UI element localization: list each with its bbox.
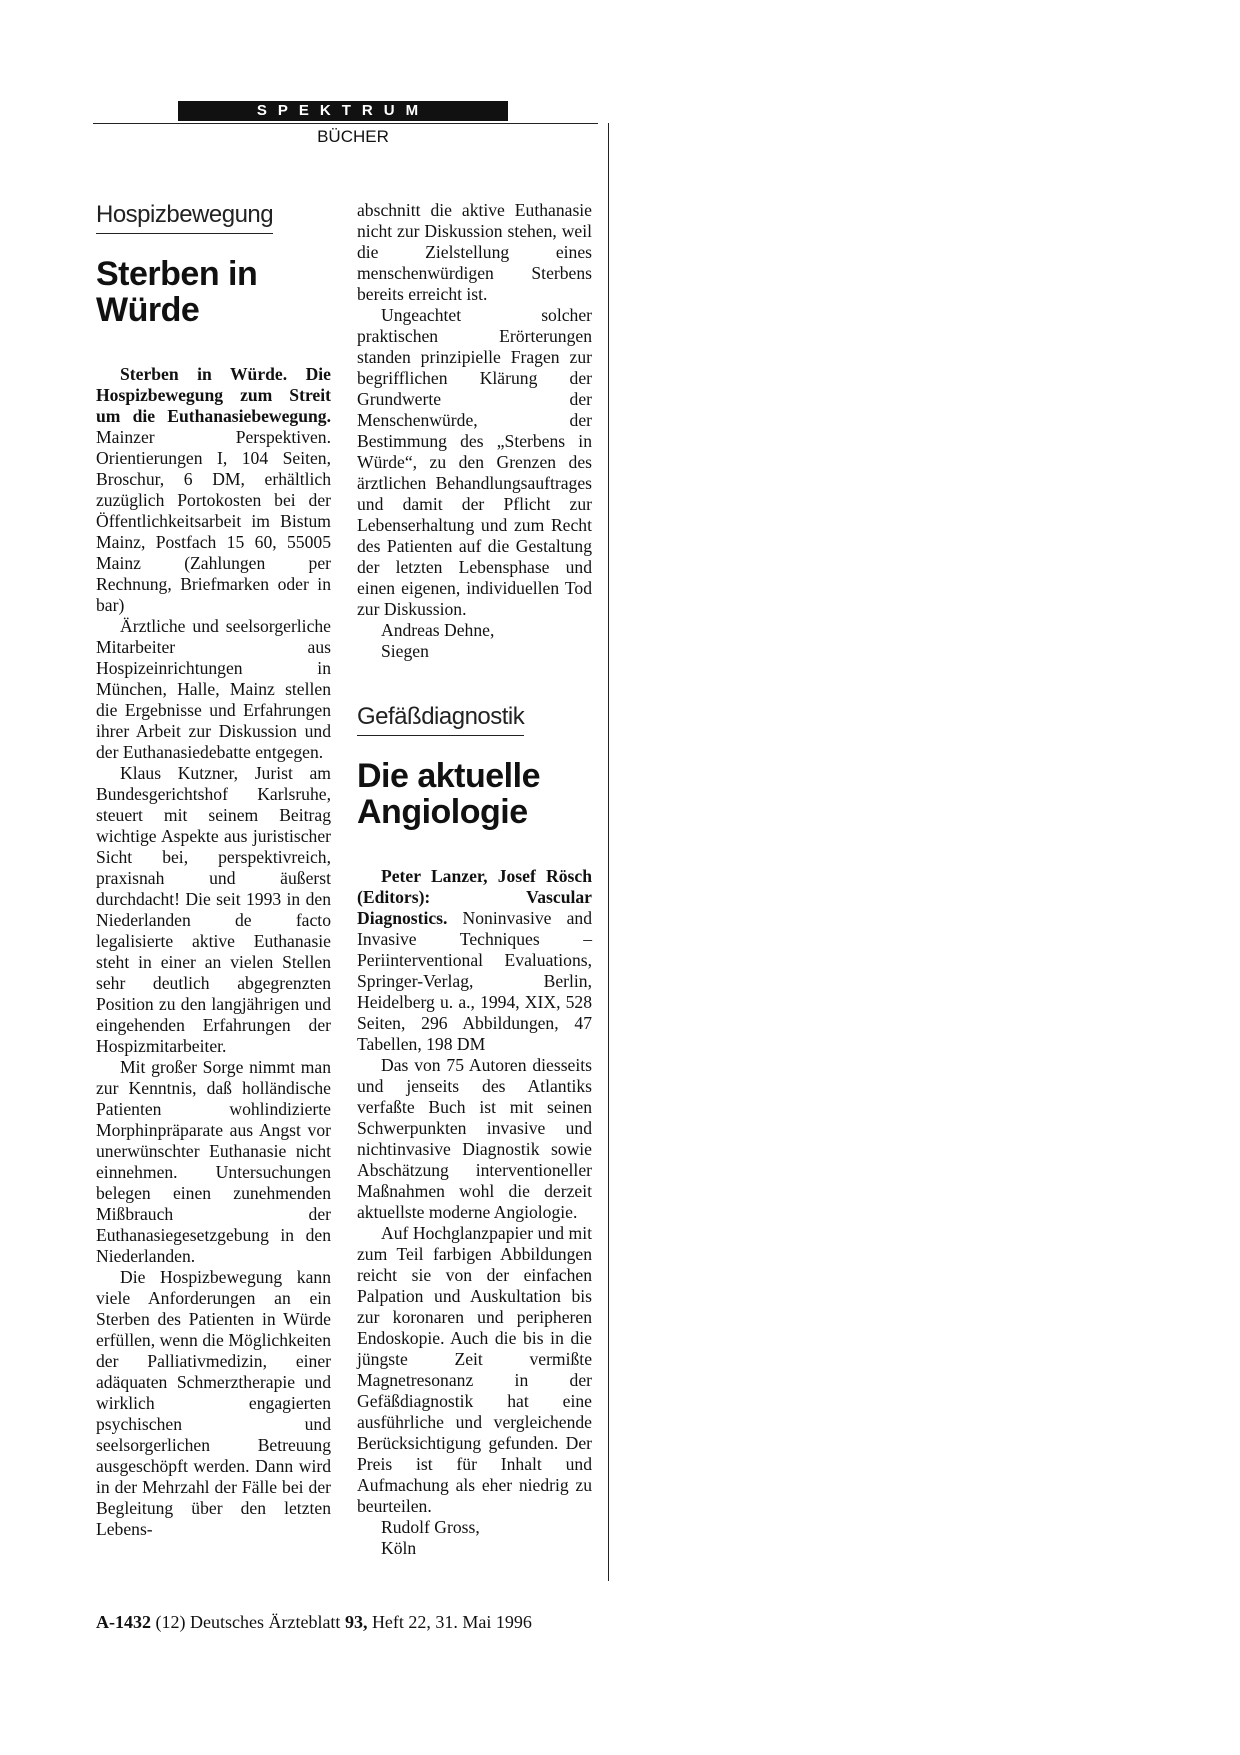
review1-headline-line1: Sterben in xyxy=(96,255,258,293)
review2-citation-details: Noninvasive and Invasive Techniques – Periinterventional Evaluations, Springer-Verlag, Berlin, Heidelberg u. a., 1994, XIX, 528 Seiten, 296 Abbildungen, 47 Tabellen, 198 DM xyxy=(357,908,592,1054)
review1-headline xyxy=(96,256,331,328)
review1-city: Siegen xyxy=(381,641,429,661)
review1-citation-details: Mainzer Perspektiven. Orientierungen I, 104 Seiten, Broschur, 6 DM, erhältlich zuzüglich Portokosten bei der Öffentlichkeitsarbeit im Bistum Mainz, Postfach 15 60, 55005 Mainz (Zahlungen per Rechnung, Briefmarken oder in bar) xyxy=(96,427,331,615)
footer-page-code: A-1432 xyxy=(96,1612,151,1632)
review2-author: Rudolf Gross, xyxy=(381,1517,480,1537)
review2-headline-line2: Angiologie xyxy=(357,793,528,831)
review1-citation xyxy=(96,364,331,616)
review1-paragraph-split: Die Hospizbewegung kann viele Anforderungen an ein Sterben des Patienten in Würde erfüllen, wenn die Möglichkeiten der Palliativmedizin, einer adäquaten Schmerztherapie und wirklich engagierten psychischen und seelsorgerlichen Betreuung ausgeschöpft werden. Dann wird in der Mehrzahl der Fälle bei der Begleitung über den letzten Lebens- xyxy=(96,1267,331,1539)
left-column xyxy=(96,200,331,1540)
header-rule xyxy=(93,123,598,124)
review1-paragraph: Klaus Kutzner, Jurist am Bundesgerichtshof Karlsruhe, steuert mit seinem Beitrag wichtige Aspekte aus juristischer Sicht bei, perspektivreich, praxisnah und äußerst durchdacht! Die seit 1993 in den Niederlanden de facto legalisierte aktive Euthanasie steht in einer an vielen Stellen sehr deutlich abgegrenzten Position zu den langjährigen und eingehenden Erfahrungen der Hospizmitarbeiter. xyxy=(96,763,331,1056)
footer-issue-rest: Heft 22, 31. Mai 1996 xyxy=(371,1612,532,1632)
page-footer xyxy=(96,1612,532,1633)
review1-author: Andreas Dehne, xyxy=(381,620,495,640)
review2-paragraph: Das von 75 Autoren diesseits und jenseits des Atlantiks verfaßte Buch ist mit seinen Schwerpunkten invasive und nichtinvasive Diagnostik sowie Abschätzung interventioneller Maßnahmen wohl die derzeit aktuellste moderne Angiologie. xyxy=(357,1055,592,1222)
review2-citation xyxy=(357,866,592,1055)
section-banner: SPEKTRUM xyxy=(178,101,508,121)
review2-citation-title: Peter Lanzer, Josef Rösch (Editors): Vascular Diagnostics. xyxy=(357,866,592,928)
review1-paragraph: Ungeachtet solcher praktischen Erörterungen standen prinzipielle Fragen zur begrifflichen Klärung der Grundwerte der Menschenwürde, der Bestimmung des „Sterbens in Würde“, zu den Grenzen des ärztlichen Behandlungsauftrages und damit der Pflicht zur Lebenserhaltung und zum Recht des Patienten auf die Gestaltung der letzten Lebensphase und einen eigenen, individuellen Tod zur Diskussion. xyxy=(357,305,592,619)
footer-issue-prefix: (12) Deutsches Ärzteblatt xyxy=(155,1612,341,1632)
right-column xyxy=(357,200,592,1559)
review2 xyxy=(357,702,592,1559)
review2-kicker: Gefäßdiagnostik xyxy=(357,702,524,736)
column-rule xyxy=(608,123,609,1581)
review1-paragraph-continued: abschnitt die aktive Euthanasie nicht zur Diskussion stehen, weil die Zielstellung eines menschenwürdigen Sterbens bereits erreicht ist. xyxy=(357,200,592,304)
review1-paragraph: Mit großer Sorge nimmt man zur Kenntnis, daß holländische Patienten wohlindizierte Morphinpräparate aus Angst vor unerwünschter Euthanasie nicht einnehmen. Untersuchungen belegen einen zunehmenden Mißbrauch der Euthanasiegesetzgebung in den Niederlanden. xyxy=(96,1057,331,1266)
review1-kicker: Hospizbewegung xyxy=(96,200,273,234)
review1-citation-title: Sterben in Würde. Die Hospizbewegung zum Streit um die Euthanasiebewegung. xyxy=(96,364,331,426)
review1-paragraph: Ärztliche und seelsorgerliche Mitarbeiter aus Hospizeinrichtungen in München, Halle, Mainz stellen die Ergebnisse und Erfahrungen ihrer Arbeit zur Diskussion und der Euthanasiedebatte entgegen. xyxy=(96,616,331,762)
subsection-label: BÜCHER xyxy=(317,127,389,146)
review2-headline xyxy=(357,758,592,830)
review1-headline-line2: Würde xyxy=(96,291,200,329)
review2-paragraph: Auf Hochglanzpapier und mit zum Teil farbigen Abbildungen reicht sie von der einfachen Palpation und Auskultation bis zur koronaren und peripheren Endoskopie. Auch die bis in die jüngste Zeit vermißte Magnetresonanz in der Gefäßdiagnostik hat eine ausführliche und vergleichende Berücksichtigung gefunden. Der Preis ist für Inhalt und Aufmachung als eher niedrig zu beurteilen. xyxy=(357,1223,592,1516)
footer-volume: 93, xyxy=(344,1612,368,1632)
review2-headline-line1: Die aktuelle xyxy=(357,757,540,795)
review2-city: Köln xyxy=(381,1538,417,1558)
